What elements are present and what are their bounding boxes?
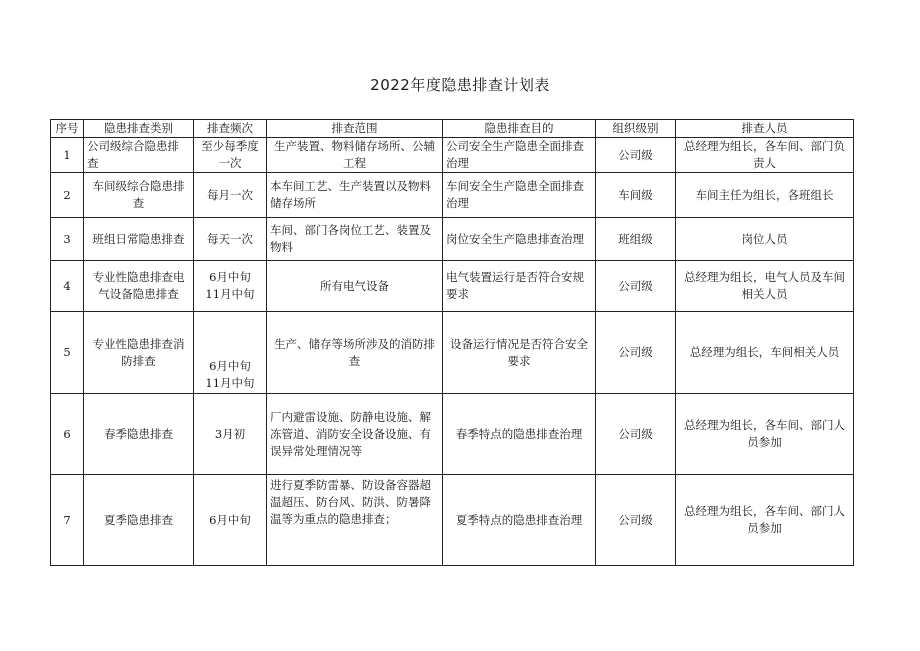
header-scope: 排查范围 [267,120,443,138]
header-purpose: 隐患排查目的 [443,120,596,138]
row-level: 公司级 [596,312,676,394]
table-header-row [51,120,854,138]
header-level: 组织级别 [596,120,676,138]
row-personnel: 总经理为组长，车间相关人员 [676,312,854,394]
table-row [51,218,854,261]
row-category: 公司级综合隐患排查 [84,138,194,173]
table-row [51,312,854,394]
header-category: 隐患排查类别 [84,120,194,138]
row-category: 班组日常隐患排查 [84,218,194,261]
header-no: 序号 [51,120,84,138]
row-personnel: 车间主任为组长，各班组长 [676,173,854,218]
row-frequency [194,261,267,312]
row-frequency-line1: 6月中旬 [209,359,251,373]
row-no: 4 [51,261,84,312]
header-frequency: 排查频次 [194,120,267,138]
row-personnel: 总经理为组长，电气人员及车间相关人员 [676,261,854,312]
table-row [51,475,854,566]
row-category: 夏季隐患排查 [84,475,194,566]
row-no: 1 [51,138,84,173]
row-frequency: 每天一次 [194,218,267,261]
row-purpose: 电气装置运行是否符合安规要求 [443,261,596,312]
row-personnel: 总经理为组长，各车间、部门负责人 [676,138,854,173]
row-purpose: 岗位安全生产隐患排查治理 [443,218,596,261]
row-frequency: 3月初 [194,394,267,475]
row-category: 春季隐患排查 [84,394,194,475]
row-frequency-line1: 6月中旬 [209,270,251,284]
row-scope: 进行夏季防雷暴、防设备容器超温超压、防台风、防洪、防暑降温等为重点的隐患排查； [267,475,443,566]
row-no: 2 [51,173,84,218]
row-scope: 生产、储存等场所涉及的消防排查 [267,312,443,394]
row-scope: 车间、部门各岗位工艺、装置及物料 [267,218,443,261]
row-level: 公司级 [596,475,676,566]
row-purpose: 公司安全生产隐患全面排查治理 [443,138,596,173]
row-level: 车间级 [596,173,676,218]
row-level: 公司级 [596,394,676,475]
row-no: 7 [51,475,84,566]
table-row [51,173,854,218]
row-purpose: 设备运行情况是否符合安全要求 [443,312,596,394]
table-row [51,138,854,173]
row-personnel: 总经理为组长，各车间、部门人员参加 [676,475,854,566]
row-category: 车间级综合隐患排查 [84,173,194,218]
row-purpose: 春季特点的隐患排查治理 [443,394,596,475]
row-purpose: 车间安全生产隐患全面排查治理 [443,173,596,218]
row-level: 班组级 [596,218,676,261]
row-frequency-line2: 11月中旬 [205,287,255,301]
table-row [51,261,854,312]
row-personnel: 总经理为组长，各车间、部门人员参加 [676,394,854,475]
row-level: 公司级 [596,138,676,173]
row-category: 专业性隐患排查消防排查 [84,312,194,394]
row-frequency-line2: 11月中旬 [205,376,255,390]
row-frequency [194,312,267,394]
row-level: 公司级 [596,261,676,312]
row-no: 5 [51,312,84,394]
row-scope: 厂内避雷设施、防静电设施、解冻管道、消防安全设备设施、有误异常处理情况等 [267,394,443,475]
table-row [51,394,854,475]
row-purpose: 夏季特点的隐患排查治理 [443,475,596,566]
hazard-inspection-plan-table [50,119,854,566]
row-frequency: 至少每季度一次 [194,138,267,173]
row-category: 专业性隐患排查电气设备隐患排查 [84,261,194,312]
row-frequency: 6月中旬 [194,475,267,566]
header-personnel: 排查人员 [676,120,854,138]
row-no: 6 [51,394,84,475]
row-frequency: 每月一次 [194,173,267,218]
page-title: 2022年度隐患排查计划表 [370,76,550,94]
row-scope: 生产装置、物料储存场所、公辅工程 [267,138,443,173]
row-personnel: 岗位人员 [676,218,854,261]
row-scope: 所有电气设备 [267,261,443,312]
row-scope: 本车间工艺、生产装置以及物料储存场所 [267,173,443,218]
row-no: 3 [51,218,84,261]
